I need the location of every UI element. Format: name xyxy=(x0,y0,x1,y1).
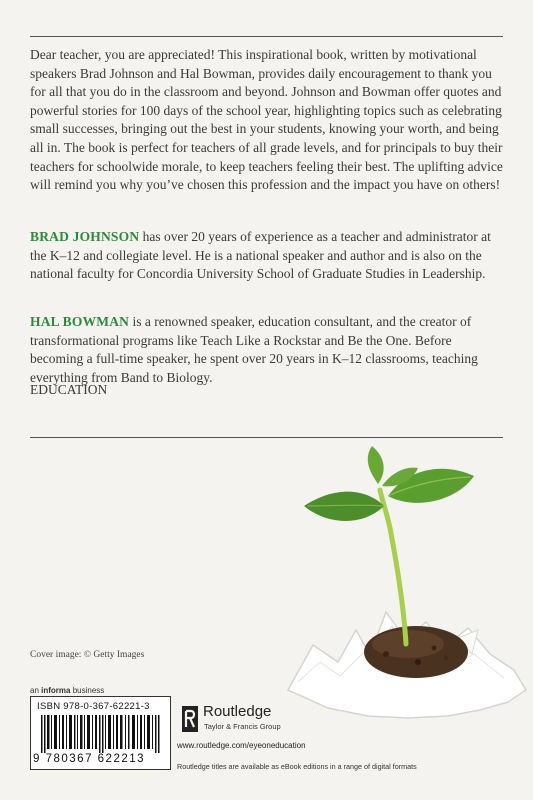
subject-category: EDUCATION xyxy=(30,382,108,397)
ebook-availability-note: Routledge titles are available as eBook editions in a range of digital formats xyxy=(177,762,417,771)
informa-suffix: business xyxy=(70,686,105,695)
barcode-box xyxy=(30,696,171,770)
author-name: HAL BOWMAN xyxy=(30,314,130,329)
barcode-number: 9 780367 622213 xyxy=(33,753,146,765)
routledge-r-logo-icon xyxy=(182,706,198,732)
author-bio-hal-bowman xyxy=(30,313,503,387)
publisher-url[interactable]: www.routledge.com/eyeoneducation xyxy=(177,741,306,750)
middle-divider xyxy=(30,437,503,438)
book-description: Dear teacher, you are appreciated! This inspirational book, written by motivational speakers Brad Johnson and Hal Bowman, provides daily encouragement to thank you for all that you do in the classroom and beyond. Johnson and Bowman offer quotes and powerful stories for 100 days of the school year, highlighting topics such as celebrating small successes, bringing out the best in your students, knowing your worth, and being all in. The book is perfect for teachers of all grade levels, and for principals to buy their teachers for schoolwide morale, to keep teachers feeling their best. The uplifting advice will remind you why you’ve chosen this profession and the impact you have on others! xyxy=(30,47,503,193)
author-bio-brad-johnson xyxy=(30,228,503,284)
seedling-plant-photo xyxy=(268,440,533,720)
isbn-label: ISBN 978-0-367-62221-3 xyxy=(37,701,150,712)
informa-brand: informa xyxy=(41,686,71,695)
author-bio-text: is a renowned speaker, education consultant, and the creator of transformational programs like Teach Like a Rockstar and Be the One. Before becoming a full-time speaker, he spent over 20 years in K–12 classrooms, teaching everything from Band to Biology. xyxy=(30,314,478,385)
informa-prefix: an xyxy=(30,686,42,695)
publisher-name: Routledge xyxy=(203,703,272,720)
top-divider xyxy=(30,36,503,37)
author-bio-text: has over 20 years of experience as a teacher and administrator at the K–12 and collegiate level. He is a national speaker and author and is also on the national faculty for Concordia University School of Graduate Studies in Leadership. xyxy=(30,229,491,282)
barcode-icon xyxy=(41,715,161,753)
publisher-group: Taylor & Francis Group xyxy=(204,722,281,731)
author-name: BRAD JOHNSON xyxy=(30,229,140,244)
informa-business-tag xyxy=(30,686,104,695)
cover-image-credit: Cover image: © Getty Images xyxy=(30,650,145,660)
